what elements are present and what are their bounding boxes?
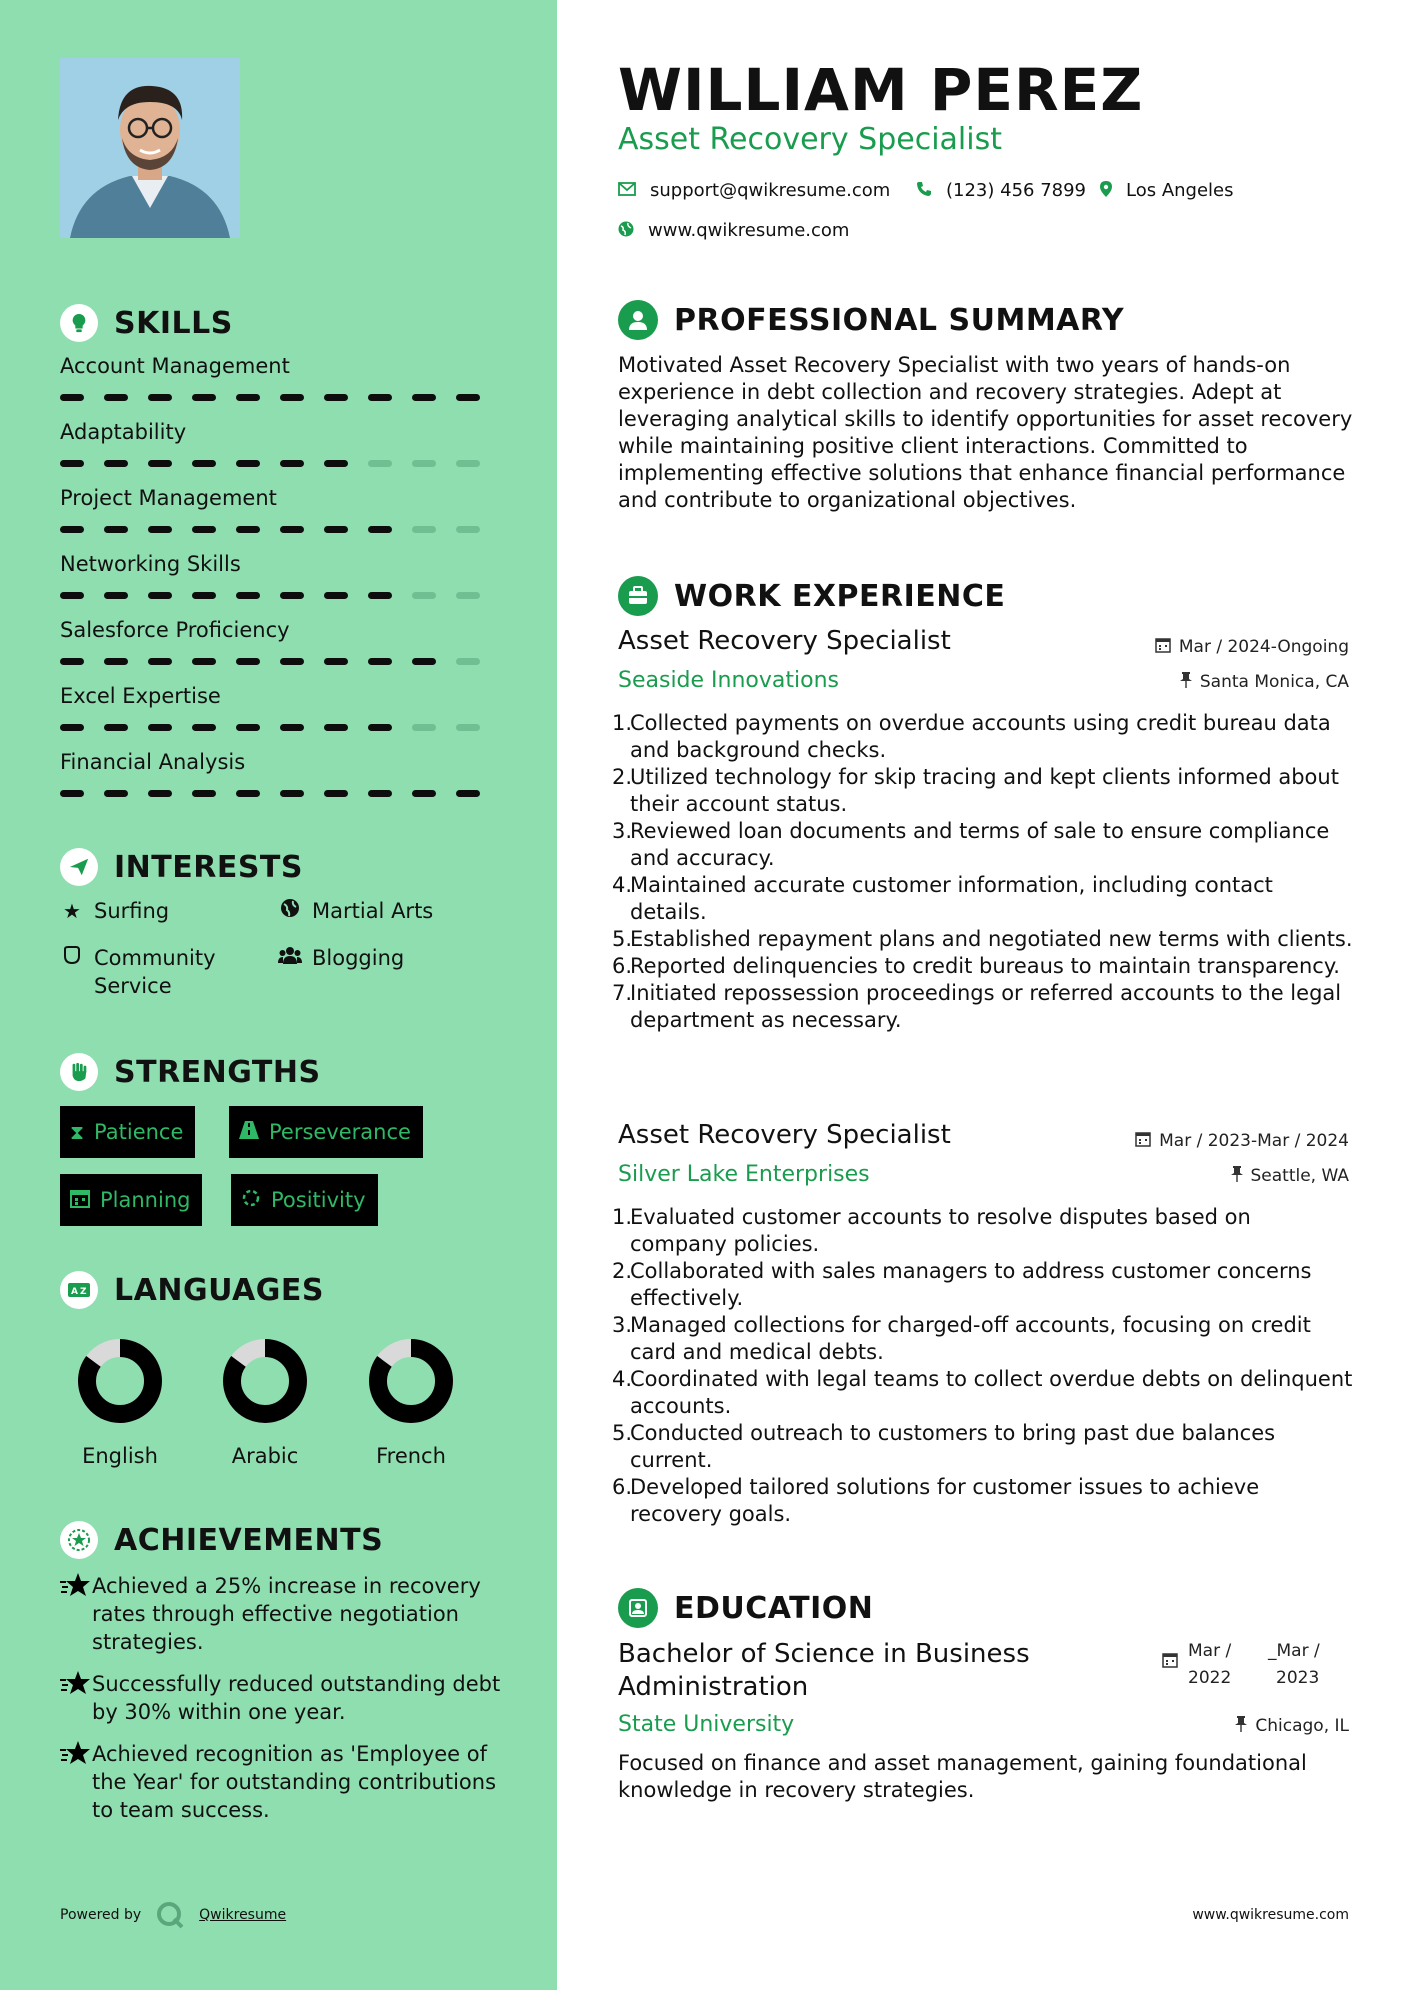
achievement-item	[60, 1572, 510, 1656]
duty-text: Evaluated customer accounts to resolve disputes based on company policies.	[630, 1205, 1251, 1256]
duty-item	[612, 710, 1353, 764]
skill-dash	[148, 526, 172, 533]
profile-photo	[60, 58, 240, 238]
globe-icon	[278, 897, 302, 925]
skill-dash	[104, 460, 128, 467]
interest-item	[60, 944, 260, 1000]
start-year: 2022	[1188, 1668, 1232, 1688]
skill-dash	[280, 394, 304, 401]
skill-dash	[412, 724, 436, 731]
pushpin-icon	[1231, 1166, 1243, 1186]
interest-label: Blogging	[312, 946, 405, 970]
duty-item	[612, 764, 1353, 818]
summary-text: Motivated Asset Recovery Specialist with two years of hands-on experience in debt collection and recovery strategies. Adept at leveraging analytical skills to identify opportunities for asset recovery while maintaining positive client interactions. Committed to implementing effective solutions that enhance financial performance and contribute to organizational objectives.	[618, 353, 1353, 512]
job-location-text: Santa Monica, CA	[1199, 672, 1349, 692]
skill-dash	[192, 394, 216, 401]
calendar-icon	[1162, 1652, 1178, 1692]
skill-dash	[280, 790, 304, 797]
duty-item	[612, 980, 1353, 1034]
briefcase-icon	[618, 576, 658, 616]
road-icon	[239, 1120, 259, 1144]
job-title: Asset Recovery Specialist	[618, 626, 951, 656]
skill-dash	[280, 526, 304, 533]
contact-email	[618, 180, 890, 201]
skill-dash	[324, 592, 348, 599]
skill-dash	[148, 658, 172, 665]
qwikresume-link[interactable]: Qwikresume	[199, 1907, 287, 1923]
achievement-item	[60, 1670, 510, 1726]
degree-title: Bachelor of Science in Business Administration	[618, 1639, 1030, 1702]
skill-dash	[280, 658, 304, 665]
skill-dash	[236, 724, 260, 731]
duty-text: Initiated repossession proceedings or referred accounts to the legal department as necessary.	[630, 981, 1342, 1032]
language-item	[60, 1336, 180, 1468]
pushpin-icon	[1235, 1716, 1247, 1736]
languages-heading	[60, 1271, 324, 1309]
svg-text:Z: Z	[80, 1287, 87, 1297]
skills-title: SKILLS	[114, 305, 233, 341]
contact-phone	[916, 180, 1086, 201]
star-icon	[60, 1740, 92, 1824]
skill-item	[60, 680, 500, 731]
pushpin-icon	[1180, 672, 1192, 692]
skill-dash	[456, 658, 480, 665]
star-icon	[60, 1670, 92, 1726]
interest-item	[278, 897, 433, 925]
skill-name: Project Management	[60, 486, 277, 510]
language-name: Arabic	[231, 1444, 299, 1468]
skill-dash	[324, 658, 348, 665]
skill-dash	[148, 790, 172, 797]
skill-dash	[412, 394, 436, 401]
skill-meter	[60, 790, 500, 797]
education-heading	[618, 1588, 873, 1628]
skill-dash	[60, 526, 84, 533]
skill-name: Networking Skills	[60, 552, 241, 576]
skill-dash	[368, 658, 392, 665]
language-item	[205, 1336, 325, 1468]
skill-dash	[236, 460, 260, 467]
calendar-icon	[1155, 637, 1171, 657]
duty-item	[612, 1474, 1353, 1528]
skill-dash	[60, 460, 84, 467]
job-location	[1180, 672, 1349, 692]
skill-dash	[192, 790, 216, 797]
contact-location	[1100, 180, 1234, 201]
skill-dash	[456, 460, 480, 467]
skill-dash	[456, 790, 480, 797]
duty-text: Maintained accurate customer information, including contact details.	[630, 873, 1273, 924]
qwikresume-logo-icon	[155, 1900, 185, 1930]
duty-item	[612, 953, 1353, 980]
skill-dash	[192, 460, 216, 467]
calendar-icon	[70, 1188, 90, 1213]
duty-number: 1.	[612, 711, 633, 735]
job-dates	[1155, 637, 1349, 657]
skill-item	[60, 482, 500, 533]
interest-label: Community Service	[94, 946, 216, 998]
skill-name: Excel Expertise	[60, 684, 221, 708]
skill-name: Account Management	[60, 354, 290, 378]
experience-title: WORK EXPERIENCE	[674, 578, 1006, 614]
website-text[interactable]: www.qwikresume.com	[648, 220, 850, 241]
skill-dash	[412, 460, 436, 467]
duty-number: 4.	[612, 1367, 633, 1391]
education-end	[1268, 1638, 1348, 1692]
skill-dash	[456, 394, 480, 401]
skill-dash	[192, 592, 216, 599]
skill-dash	[368, 790, 392, 797]
star-icon	[60, 1572, 92, 1656]
phone-text[interactable]: (123) 456 7899	[946, 180, 1087, 201]
duty-number: 7.	[612, 981, 633, 1005]
achievements-title: ACHIEVEMENTS	[114, 1522, 384, 1558]
achievement-text: Achieved a 25% increase in recovery rates through effective negotiation strategies.	[92, 1574, 481, 1654]
language-donut	[351, 1336, 471, 1426]
calendar-icon	[1135, 1131, 1151, 1151]
achievement-item	[60, 1740, 510, 1824]
phone-icon	[916, 181, 932, 201]
duty-number: 3.	[612, 1313, 633, 1337]
skill-dash	[412, 790, 436, 797]
duty-item	[612, 1204, 1353, 1258]
interest-item	[278, 944, 404, 972]
skill-name: Adaptability	[60, 420, 187, 444]
skill-meter	[60, 394, 500, 401]
candidate-name: WILLIAM PEREZ	[618, 56, 1144, 124]
skills-heading	[60, 304, 233, 342]
job-location-text: Seattle, WA	[1250, 1166, 1349, 1186]
skill-dash	[148, 394, 172, 401]
skill-name: Salesforce Proficiency	[60, 618, 290, 642]
hourglass-icon: ⧗	[70, 1120, 85, 1144]
skill-dash	[148, 724, 172, 731]
education-location	[1235, 1716, 1349, 1736]
skill-dash	[60, 592, 84, 599]
skill-dash	[412, 592, 436, 599]
skill-dash	[412, 658, 436, 665]
duty-number: 6.	[612, 954, 633, 978]
education-title: EDUCATION	[674, 1590, 874, 1626]
job-duties	[612, 710, 1353, 1034]
skill-dash	[280, 460, 304, 467]
duty-item	[612, 1366, 1353, 1420]
powered-by	[60, 1900, 286, 1930]
languages-title: LANGUAGES	[114, 1272, 324, 1308]
duty-text: Collected payments on overdue accounts using credit bureau data and background checks.	[630, 711, 1331, 762]
skill-dash	[456, 592, 480, 599]
language-name: French	[376, 1444, 446, 1468]
candidate-role: Asset Recovery Specialist	[618, 122, 1002, 157]
language-item	[351, 1336, 471, 1468]
interest-item	[60, 897, 169, 925]
skill-dash	[60, 724, 84, 731]
skill-item	[60, 746, 500, 797]
duty-text: Utilized technology for skip tracing and kept clients informed about their account status.	[630, 765, 1339, 816]
skill-dash	[412, 526, 436, 533]
fist-icon	[60, 1053, 98, 1091]
strength-label: Positivity	[271, 1188, 366, 1212]
skill-dash	[104, 724, 128, 731]
language-icon	[60, 1271, 98, 1309]
end-month: _Mar /	[1268, 1641, 1320, 1661]
globe-icon	[618, 221, 634, 241]
sidebar	[0, 0, 557, 1990]
achievements-heading	[60, 1521, 383, 1559]
skill-dash	[236, 790, 260, 797]
summary-heading	[618, 300, 1124, 340]
strengths-title: STRENGTHS	[114, 1054, 321, 1090]
language-donut	[60, 1336, 180, 1426]
skill-dash	[104, 790, 128, 797]
education-start	[1188, 1638, 1268, 1692]
spinner-icon	[241, 1188, 261, 1213]
duty-number: 4.	[612, 873, 633, 897]
job-dates-text: Mar / 2023-Mar / 2024	[1159, 1131, 1349, 1151]
email-text[interactable]: support@qwikresume.com	[650, 180, 891, 201]
interest-label: Surfing	[94, 899, 170, 923]
skill-dash	[324, 724, 348, 731]
skill-dash	[324, 460, 348, 467]
skill-item	[60, 416, 500, 467]
duty-item	[612, 1258, 1353, 1312]
skill-dash	[236, 592, 260, 599]
duty-number: 5.	[612, 927, 633, 951]
skill-dash	[192, 526, 216, 533]
skill-dash	[60, 790, 84, 797]
experience-heading	[618, 576, 1005, 616]
duty-number: 3.	[612, 819, 633, 843]
education-dates	[1162, 1638, 1348, 1692]
skill-dash	[368, 460, 392, 467]
duty-text: Reviewed loan documents and terms of sale to ensure compliance and accuracy.	[630, 819, 1330, 870]
skill-meter	[60, 724, 500, 731]
skill-dash	[324, 526, 348, 533]
duty-text: Established repayment plans and negotiated new terms with clients.	[630, 927, 1353, 951]
skill-dash	[236, 658, 260, 665]
duty-text: Developed tailored solutions for customer issues to achieve recovery goals.	[630, 1475, 1260, 1526]
language-name: English	[82, 1444, 158, 1468]
job-duties	[612, 1204, 1353, 1528]
skill-dash	[324, 790, 348, 797]
duty-number: 1.	[612, 1205, 633, 1229]
skill-dash	[280, 724, 304, 731]
school-name: State University	[618, 1712, 795, 1737]
skill-dash	[368, 724, 392, 731]
envelope-icon	[618, 181, 636, 200]
skill-name: Financial Analysis	[60, 750, 246, 774]
job-company: Seaside Innovations	[618, 668, 839, 693]
location-text: Los Angeles	[1126, 180, 1234, 201]
skill-dash	[148, 592, 172, 599]
footer-url[interactable]: www.qwikresume.com	[1192, 1907, 1349, 1923]
achievement-text: Successfully reduced outstanding debt by 30% within one year.	[92, 1672, 501, 1724]
users-icon	[278, 944, 302, 972]
hand-icon	[60, 944, 84, 972]
job-dates	[1135, 1131, 1349, 1151]
skill-meter	[60, 526, 500, 533]
award-star-icon	[60, 1521, 98, 1559]
contact-website	[618, 220, 849, 241]
strength-badge	[231, 1174, 378, 1226]
duty-text: Conducted outreach to customers to bring past due balances current.	[630, 1421, 1276, 1472]
strength-badge	[229, 1106, 423, 1158]
skill-meter	[60, 592, 500, 599]
strength-label: Patience	[94, 1120, 184, 1144]
interests-title: INTERESTS	[114, 849, 303, 885]
duty-number: 2.	[612, 1259, 633, 1283]
duty-item	[612, 926, 1353, 953]
paper-plane-icon	[60, 848, 98, 886]
skill-dash	[104, 526, 128, 533]
duty-item	[612, 818, 1353, 872]
svg-text:A: A	[71, 1287, 78, 1297]
interests-heading	[60, 848, 303, 886]
strength-badge	[60, 1106, 195, 1158]
strength-label: Planning	[100, 1188, 191, 1212]
strength-label: Perseverance	[269, 1120, 411, 1144]
job-location	[1231, 1166, 1350, 1186]
skill-dash	[324, 394, 348, 401]
summary-title: PROFESSIONAL SUMMARY	[674, 302, 1125, 338]
map-pin-icon	[1100, 181, 1112, 201]
user-icon	[618, 300, 658, 340]
skill-dash	[280, 592, 304, 599]
skill-item	[60, 548, 500, 599]
skill-item	[60, 350, 500, 401]
duty-item	[612, 872, 1353, 926]
skill-dash	[456, 724, 480, 731]
powered-by-text: Powered by	[60, 1907, 142, 1923]
skill-meter	[60, 658, 500, 665]
skill-dash	[60, 394, 84, 401]
star-icon: ★	[63, 899, 81, 923]
skill-item	[60, 614, 500, 665]
skill-dash	[368, 592, 392, 599]
skill-dash	[236, 394, 260, 401]
graduation-icon	[618, 1588, 658, 1628]
skill-dash	[104, 394, 128, 401]
duty-number: 6.	[612, 1475, 633, 1499]
skill-dash	[192, 658, 216, 665]
job-title: Asset Recovery Specialist	[618, 1120, 951, 1150]
skill-dash	[148, 460, 172, 467]
interest-label: Martial Arts	[312, 899, 434, 923]
skill-dash	[368, 526, 392, 533]
education-location-text: Chicago, IL	[1255, 1716, 1349, 1736]
job-dates-text: Mar / 2024-Ongoing	[1178, 637, 1349, 657]
start-month: Mar /	[1188, 1641, 1232, 1661]
duty-item	[612, 1420, 1353, 1474]
duty-text: Coordinated with legal teams to collect overdue debts on delinquent accounts.	[630, 1367, 1353, 1418]
duty-text: Managed collections for charged-off accounts, focusing on credit card and medical debts.	[630, 1313, 1311, 1364]
end-year: 2023	[1276, 1668, 1320, 1688]
skill-dash	[236, 526, 260, 533]
skill-dash	[60, 658, 84, 665]
duty-item	[612, 1312, 1353, 1366]
duty-number: 2.	[612, 765, 633, 789]
job-company: Silver Lake Enterprises	[618, 1162, 870, 1187]
skill-dash	[456, 526, 480, 533]
strength-badge	[60, 1174, 202, 1226]
language-donut	[205, 1336, 325, 1426]
duty-text: Reported delinquencies to credit bureaus to maintain transparency.	[630, 954, 1340, 978]
achievement-text: Achieved recognition as 'Employee of the Year' for outstanding contributions to team success.	[92, 1742, 497, 1822]
duty-text: Collaborated with sales managers to address customer concerns effectively.	[630, 1259, 1312, 1310]
duty-number: 5.	[612, 1421, 633, 1445]
skill-dash	[368, 394, 392, 401]
skill-dash	[104, 592, 128, 599]
skill-dash	[104, 658, 128, 665]
skill-meter	[60, 460, 500, 467]
strengths-heading	[60, 1053, 321, 1091]
skill-dash	[192, 724, 216, 731]
lightbulb-icon	[60, 304, 98, 342]
education-description: Focused on finance and asset management, gaining foundational knowledge in recovery strategies.	[618, 1751, 1307, 1802]
